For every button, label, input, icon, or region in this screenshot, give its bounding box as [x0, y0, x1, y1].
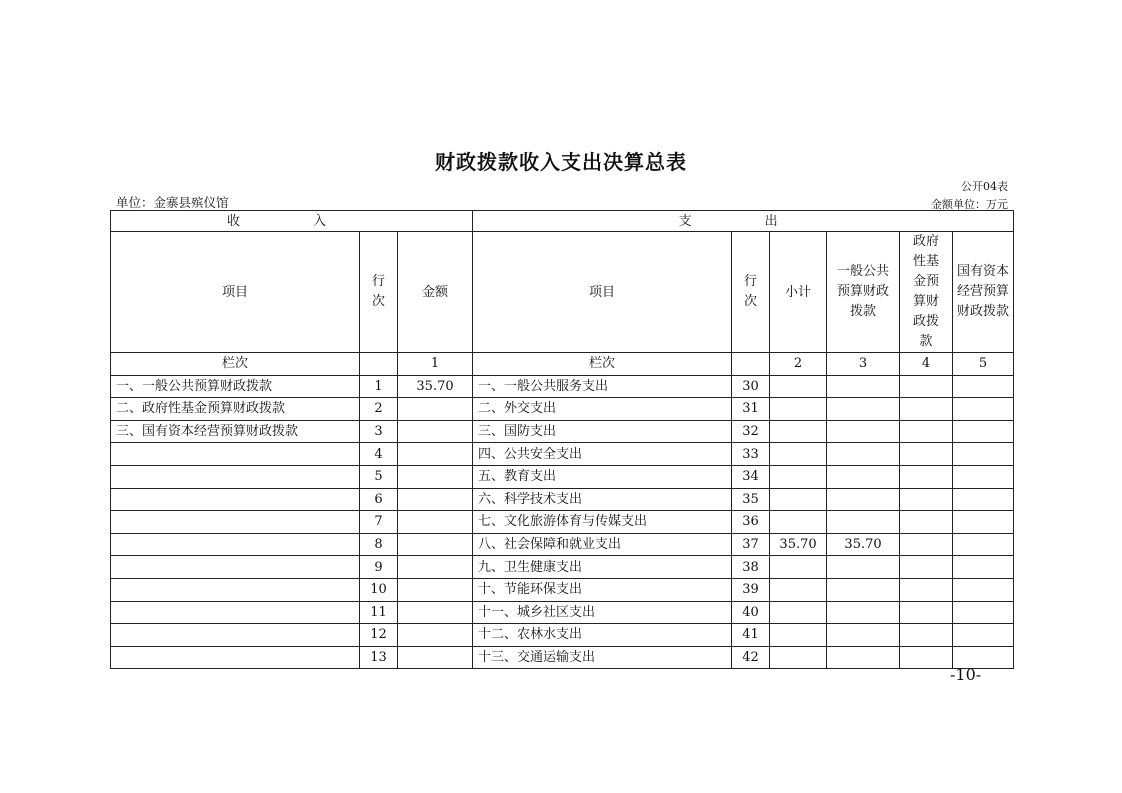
- state-capital-cell: [953, 578, 1014, 601]
- gov-fund-cell: [900, 578, 953, 601]
- expense-row-no-cell: 35: [732, 488, 770, 511]
- general-budget-cell: [827, 624, 900, 647]
- income-item-cell: [111, 601, 360, 624]
- expense-item-cell: 八、社会保障和就业支出: [473, 533, 732, 556]
- state-capital-cell: [953, 601, 1014, 624]
- income-item-cell: [111, 556, 360, 579]
- state-capital-cell: [953, 398, 1014, 421]
- expense-row-no-cell: 37: [732, 533, 770, 556]
- expense-row-no-cell: 42: [732, 646, 770, 669]
- gov-fund-cell: [900, 420, 953, 443]
- money-unit-label: 金额单位：万元: [931, 198, 1008, 211]
- general-budget-cell: [827, 511, 900, 534]
- income-row-no-cell: 1: [360, 375, 398, 398]
- header-gov-fund: 政府性基金预算财政拨款: [900, 232, 953, 353]
- general-budget-cell: [827, 488, 900, 511]
- table-body: [111, 211, 1014, 669]
- income-amount-cell: [398, 488, 473, 511]
- income-amount-cell: 35.70: [398, 375, 473, 398]
- table-row: [111, 443, 1014, 466]
- subtotal-cell: [770, 624, 827, 647]
- subtotal-cell: [770, 420, 827, 443]
- header-general-budget: 一般公共预算财政拨款: [827, 232, 900, 353]
- gov-fund-cell: [900, 624, 953, 647]
- table-row: [111, 465, 1014, 488]
- income-row-no-cell: 9: [360, 556, 398, 579]
- general-budget-cell: [827, 398, 900, 421]
- table-row: [111, 646, 1014, 669]
- expense-row-no-cell: 33: [732, 443, 770, 466]
- income-row-no-cell: 11: [360, 601, 398, 624]
- table-row: [111, 624, 1014, 647]
- income-amount-cell: [398, 601, 473, 624]
- group-header-row: [111, 211, 1014, 232]
- state-capital-cell: [953, 375, 1014, 398]
- subtotal-cell: [770, 601, 827, 624]
- income-amount-cell: [398, 578, 473, 601]
- table-row: [111, 420, 1014, 443]
- expense-item-cell: 五、教育支出: [473, 465, 732, 488]
- expense-row-no-cell: 41: [732, 624, 770, 647]
- form-number: 公开04表: [961, 180, 1008, 193]
- column-index-1: 1: [398, 353, 473, 376]
- income-amount-cell: [398, 624, 473, 647]
- column-index-2: 2: [770, 353, 827, 376]
- state-capital-cell: [953, 420, 1014, 443]
- general-budget-cell: [827, 646, 900, 669]
- subtotal-cell: [770, 556, 827, 579]
- table-row: [111, 375, 1014, 398]
- income-amount-cell: [398, 646, 473, 669]
- gov-fund-cell: [900, 488, 953, 511]
- income-row-no-cell: 4: [360, 443, 398, 466]
- general-budget-cell: [827, 601, 900, 624]
- column-header-row: [111, 232, 1014, 353]
- income-item-cell: 二、政府性基金预算财政拨款: [111, 398, 360, 421]
- column-index-3: 3: [827, 353, 900, 376]
- header-state-capital: 国有资本经营预算财政拨款: [953, 232, 1014, 353]
- column-index-exp-empty: [732, 353, 770, 376]
- column-index-row: [111, 353, 1014, 376]
- income-row-no-cell: 8: [360, 533, 398, 556]
- expense-item-cell: 九、卫生健康支出: [473, 556, 732, 579]
- subtotal-cell: [770, 488, 827, 511]
- income-row-no-cell: 5: [360, 465, 398, 488]
- general-budget-cell: [827, 443, 900, 466]
- income-amount-cell: [398, 465, 473, 488]
- gov-fund-cell: [900, 443, 953, 466]
- income-row-no-cell: 6: [360, 488, 398, 511]
- income-item-cell: [111, 488, 360, 511]
- income-item-cell: [111, 511, 360, 534]
- income-row-no-cell: 7: [360, 511, 398, 534]
- gov-fund-cell: [900, 465, 953, 488]
- column-index-4: 4: [900, 353, 953, 376]
- gov-fund-cell: [900, 646, 953, 669]
- unit-label: 单位：金寨县殡仪馆: [116, 195, 229, 210]
- state-capital-cell: [953, 511, 1014, 534]
- income-item-cell: 一、一般公共预算财政拨款: [111, 375, 360, 398]
- income-item-cell: 三、国有资本经营预算财政拨款: [111, 420, 360, 443]
- state-capital-cell: [953, 443, 1014, 466]
- subtotal-cell: [770, 465, 827, 488]
- gov-fund-cell: [900, 533, 953, 556]
- expense-row-no-cell: 30: [732, 375, 770, 398]
- subtotal-cell: [770, 443, 827, 466]
- header-income-item: 项目: [111, 232, 360, 353]
- expense-item-cell: 二、外交支出: [473, 398, 732, 421]
- expense-row-no-cell: 36: [732, 511, 770, 534]
- table-row: [111, 578, 1014, 601]
- subtotal-cell: [770, 398, 827, 421]
- expense-item-cell: 十一、城乡社区支出: [473, 601, 732, 624]
- column-index-empty: [360, 353, 398, 376]
- subtotal-cell: [770, 511, 827, 534]
- header-expense-row-no: 行次: [732, 232, 770, 353]
- income-amount-cell: [398, 511, 473, 534]
- income-amount-cell: [398, 556, 473, 579]
- income-amount-cell: [398, 398, 473, 421]
- gov-fund-cell: [900, 556, 953, 579]
- table-row: [111, 511, 1014, 534]
- subtotal-cell: [770, 646, 827, 669]
- budget-table: [110, 210, 1014, 669]
- income-row-no-cell: 3: [360, 420, 398, 443]
- state-capital-cell: [953, 533, 1014, 556]
- income-item-cell: [111, 646, 360, 669]
- table-row: [111, 601, 1014, 624]
- expense-row-no-cell: 32: [732, 420, 770, 443]
- general-budget-cell: [827, 375, 900, 398]
- header-income-row-no: 行次: [360, 232, 398, 353]
- state-capital-cell: [953, 488, 1014, 511]
- income-amount-cell: [398, 420, 473, 443]
- subtotal-cell: [770, 375, 827, 398]
- income-row-no-cell: 10: [360, 578, 398, 601]
- state-capital-cell: [953, 624, 1014, 647]
- table-row: [111, 556, 1014, 579]
- header-subtotal: 小计: [770, 232, 827, 353]
- column-index-exp-label: 栏次: [473, 353, 732, 376]
- expense-row-no-cell: 34: [732, 465, 770, 488]
- table-row: [111, 533, 1014, 556]
- expense-row-no-cell: 31: [732, 398, 770, 421]
- general-budget-cell: [827, 420, 900, 443]
- income-item-cell: [111, 578, 360, 601]
- income-amount-cell: [398, 443, 473, 466]
- expense-item-cell: 四、公共安全支出: [473, 443, 732, 466]
- income-group-header: 收 入: [111, 211, 473, 232]
- header-income-amount: 金额: [398, 232, 473, 353]
- general-budget-cell: [827, 465, 900, 488]
- state-capital-cell: [953, 465, 1014, 488]
- header-expense-item: 项目: [473, 232, 732, 353]
- income-item-cell: [111, 465, 360, 488]
- expense-item-cell: 七、文化旅游体育与传媒支出: [473, 511, 732, 534]
- expense-item-cell: 十、节能环保支出: [473, 578, 732, 601]
- general-budget-cell: [827, 578, 900, 601]
- income-row-no-cell: 12: [360, 624, 398, 647]
- general-budget-cell: 35.70: [827, 533, 900, 556]
- subtotal-cell: 35.70: [770, 533, 827, 556]
- state-capital-cell: [953, 556, 1014, 579]
- page-number: -10-: [950, 665, 982, 684]
- table-row: [111, 398, 1014, 421]
- gov-fund-cell: [900, 398, 953, 421]
- expense-item-cell: 一、一般公共服务支出: [473, 375, 732, 398]
- expense-item-cell: 三、国防支出: [473, 420, 732, 443]
- expense-row-no-cell: 40: [732, 601, 770, 624]
- expense-row-no-cell: 38: [732, 556, 770, 579]
- page-title: 财政拨款收入支出决算总表: [435, 150, 687, 174]
- income-item-cell: [111, 533, 360, 556]
- column-index-label: 栏次: [111, 353, 360, 376]
- expense-item-cell: 十二、农林水支出: [473, 624, 732, 647]
- table-row: [111, 488, 1014, 511]
- income-amount-cell: [398, 533, 473, 556]
- subtotal-cell: [770, 578, 827, 601]
- expense-item-cell: 十三、交通运输支出: [473, 646, 732, 669]
- income-item-cell: [111, 443, 360, 466]
- income-row-no-cell: 2: [360, 398, 398, 421]
- income-row-no-cell: 13: [360, 646, 398, 669]
- gov-fund-cell: [900, 601, 953, 624]
- expense-group-header: 支 出: [473, 211, 1014, 232]
- gov-fund-cell: [900, 375, 953, 398]
- gov-fund-cell: [900, 511, 953, 534]
- expense-item-cell: 六、科学技术支出: [473, 488, 732, 511]
- expense-row-no-cell: 39: [732, 578, 770, 601]
- general-budget-cell: [827, 556, 900, 579]
- income-item-cell: [111, 624, 360, 647]
- column-index-5: 5: [953, 353, 1014, 376]
